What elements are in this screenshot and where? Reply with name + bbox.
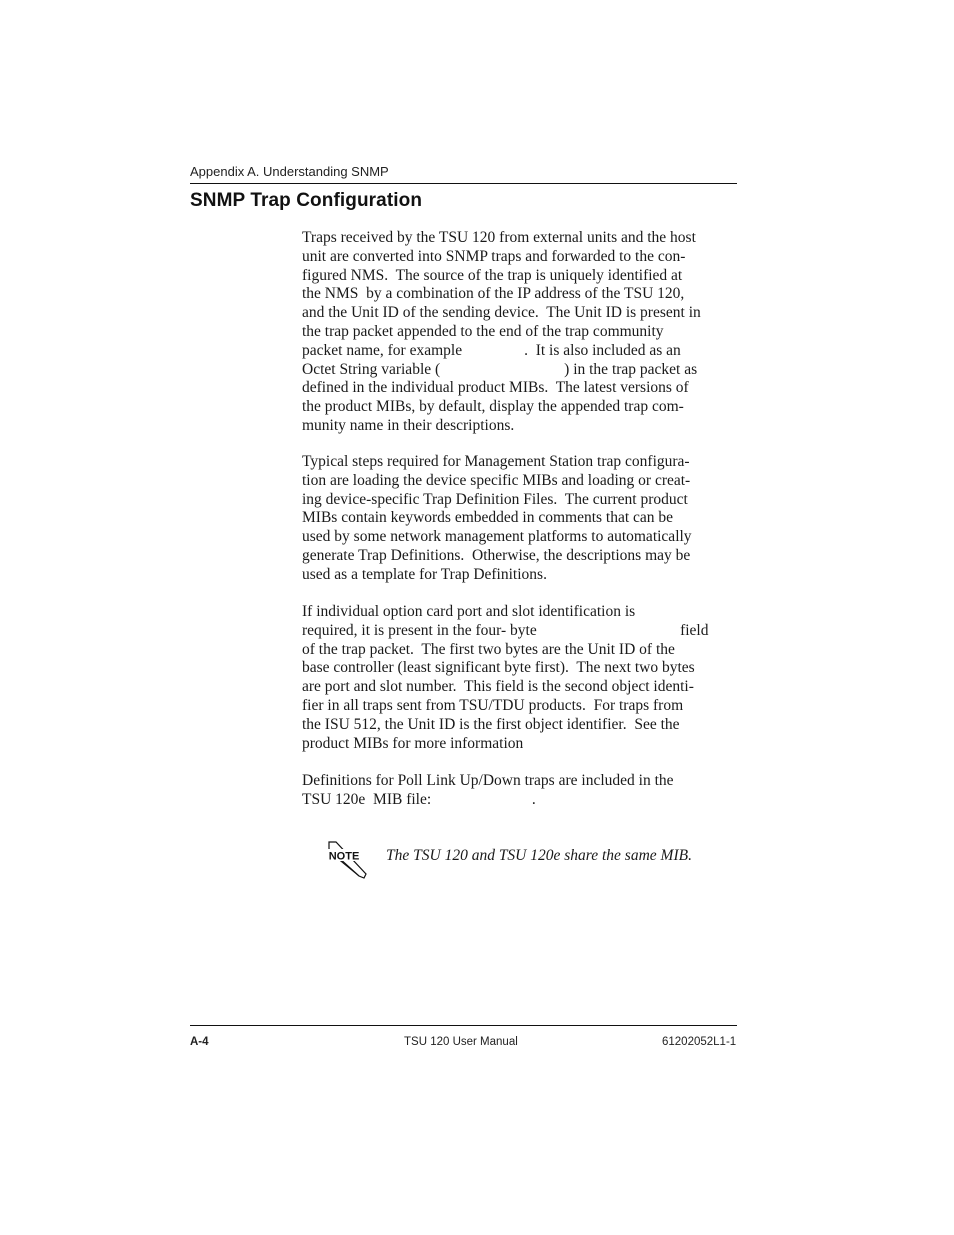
paragraph-port-slot	[302, 603, 740, 753]
text-line: Typical steps required for Management Station trap configura-	[302, 453, 690, 470]
running-head: Appendix A. Understanding SNMP	[190, 164, 389, 179]
text-line: defined in the individual product MIBs. The latest versions of	[302, 379, 689, 397]
text-line: figured NMS. The source of the trap is uniquely identified at	[302, 266, 683, 284]
part-number: 61202052L1-1	[662, 1036, 737, 1048]
text-line: used by some network management platforms to automatically	[302, 528, 692, 546]
text-line: generate Trap Definitions. Otherwise, the descriptions may be	[302, 546, 691, 564]
text-line: TSU 120e MIB file: .	[302, 790, 536, 808]
text-line: the NMS by a combination of the IP address of the TSU 120,	[302, 285, 685, 303]
footer-rule	[190, 1025, 737, 1026]
header-rule	[190, 183, 737, 184]
paragraph-management-station	[302, 453, 740, 585]
paragraph-poll-link	[302, 772, 740, 810]
page-number: A-4	[190, 1036, 209, 1048]
note-text: The TSU 120 and TSU 120e share the same MIB.	[386, 847, 692, 864]
text-line: are port and slot number. This field is the second object identi-	[302, 678, 694, 696]
note-icon	[326, 840, 368, 880]
section-title: SNMP Trap Configuration	[190, 190, 423, 211]
note-icon-label: NOTE	[328, 850, 360, 863]
note-callout	[326, 840, 746, 880]
text-line: of the trap packet. The first two bytes are the Unit ID of the	[302, 640, 675, 658]
text-line: the ISU 512, the Unit ID is the first object identifier. See the	[302, 715, 680, 733]
text-line: munity name in their descriptions.	[302, 416, 515, 434]
manual-title: TSU 120 User Manual	[404, 1036, 518, 1048]
text-line: packet name, for example . It is also included as an	[302, 341, 681, 359]
text-line: base controller (least significant byte first). The next two bytes	[302, 659, 695, 677]
text-line: If individual option card port and slot identification is	[302, 603, 636, 620]
text-line: fier in all traps sent from TSU/TDU products. For traps from	[302, 696, 684, 714]
text-line: the product MIBs, by default, display the appended trap com-	[302, 398, 684, 416]
text-line: Traps received by the TSU 120 from external units and the host	[302, 229, 696, 246]
text-line: Definitions for Poll Link Up/Down traps are included in the	[302, 772, 674, 789]
text-line: tion are loading the device specific MIBs and loading or creat-	[302, 471, 691, 489]
text-line: unit are converted into SNMP traps and forwarded to the con-	[302, 247, 686, 265]
text-line: product MIBs for more information	[302, 734, 524, 752]
text-line: ing device-specific Trap Definition Files. The current product	[302, 490, 688, 508]
text-line: Octet String variable ( ) in the trap packet as	[302, 360, 698, 378]
paragraph-trap-sources	[302, 229, 740, 436]
text-line: used as a template for Trap Definitions.	[302, 565, 547, 583]
text-line: MIBs contain keywords embedded in comments that can be	[302, 509, 674, 527]
text-line: and the Unit ID of the sending device. The Unit ID is present in	[302, 304, 701, 322]
text-line: required, it is present in the four- byte field	[302, 621, 709, 639]
text-line: the trap packet appended to the end of the trap community	[302, 322, 664, 340]
